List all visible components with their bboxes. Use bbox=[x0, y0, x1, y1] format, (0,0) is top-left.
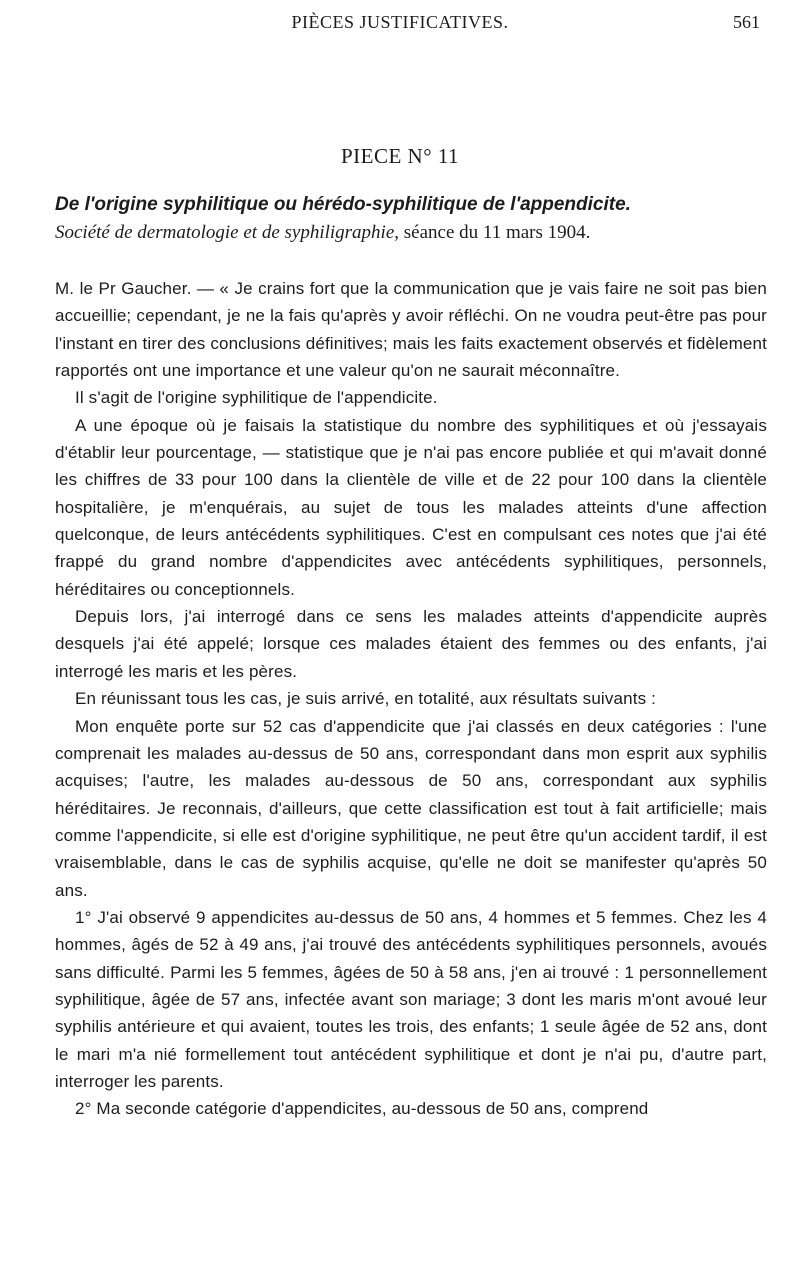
piece-source bbox=[55, 222, 770, 244]
paragraph: A une époque où je faisais la statistique du nombre des syphilitiques et où j'essayais d'établir leur pourcentage, — statistique que je n'ai pas encore publiée et qui m'avait donné les chiffres de 33 pour 100 dans la clientèle de ville et de 22 pour 100 dans la clientèle hospitalière, je m'enquérais, au sujet de tous les malades atteints d'une affection quelconque, de leurs antécédents syphilitiques. C'est en compulsant ces notes que j'ai été frappé du grand nombre d'appendicites avec antécédents syphilitiques, personnels, héréditaires ou conceptionnels. bbox=[55, 415, 767, 599]
paragraph: En réunissant tous les cas, je suis arrivé, en totalité, aux résultats suivants : bbox=[75, 689, 656, 709]
piece-subtitle: De l'origine syphilitique ou hérédo-syphilitique de l'appendicite. bbox=[55, 194, 631, 215]
piece-title: PIECE N° 11 bbox=[340, 144, 460, 168]
paragraph: Depuis lors, j'ai interrogé dans ce sens les malades atteints d'appendicite auprès desquels j'ai été appelé; lorsque ces malades étaient des femmes ou des enfants, j'ai interrogé les maris et les pères. bbox=[55, 607, 767, 681]
paragraph: M. le Pr Gaucher. — « Je crains fort que la communication que je vais faire ne soit pas bien accueillie; cependant, je ne la fais qu'après y avoir réfléchi. On ne voudra peut-être pas pour l'instant en tirer des conclusions définitives; mais les faits exactement observés et fidèlement rapportés ont une importance et une valeur qu'on ne saurait méconnaître. bbox=[55, 279, 767, 381]
paragraph: 1° J'ai observé 9 appendicites au-dessus de 50 ans, 4 hommes et 5 femmes. Chez les 4 hommes, âgés de 52 à 49 ans, j'ai trouvé des antécédents syphilitiques personnels, avoués sans difficulté. Parmi les 5 femmes, âgées de 50 à 58 ans, j'en ai trouvé : 1 personnellement syphilitique, âgée de 57 ans, infectée avant son mariage; 3 dont les maris m'ont avoué leur syphilis antérieure et qui avaient, toutes les trois, des enfants; 1 seule âgée de 52 ans, dont le mari m'a nié formellement tout antécédent syphilitique et dont je n'ai pu, d'autre part, interroger les parents. bbox=[55, 907, 767, 1091]
paragraph: Il s'agit de l'origine syphilitique de l'appendicite. bbox=[75, 388, 438, 408]
piece-source-journal: Société de dermatologie et de syphiligraphie, bbox=[55, 222, 400, 243]
body-text bbox=[55, 275, 767, 1123]
page-number: 561 bbox=[733, 12, 760, 32]
paragraph: Mon enquête porte sur 52 cas d'appendicite que j'ai classés en deux catégories : l'une comprenait les malades au-dessus de 50 ans, correspondant dans mon esprit aux syphilis acquises; l'autre, les malades au-dessous de 50 ans, correspondant aux syphilis héréditaires. Je reconnais, d'ailleurs, que cette classification est tout à fait artificielle; mais comme l'appendicite, si elle est d'origine syphilitique, ne peut être qu'un accident tardif, il est vraisemblable, dans le cas de syphilis acquise, qu'elle ne doit se manifester qu'après 50 ans. bbox=[55, 716, 767, 900]
piece-source-session: séance du 11 mars 1904. bbox=[399, 222, 591, 243]
paragraph: 2° Ma seconde catégorie d'appendicites, au-dessous de 50 ans, comprend bbox=[75, 1099, 649, 1119]
running-title: PIÈCES JUSTIFICATIVES. bbox=[291, 12, 509, 32]
